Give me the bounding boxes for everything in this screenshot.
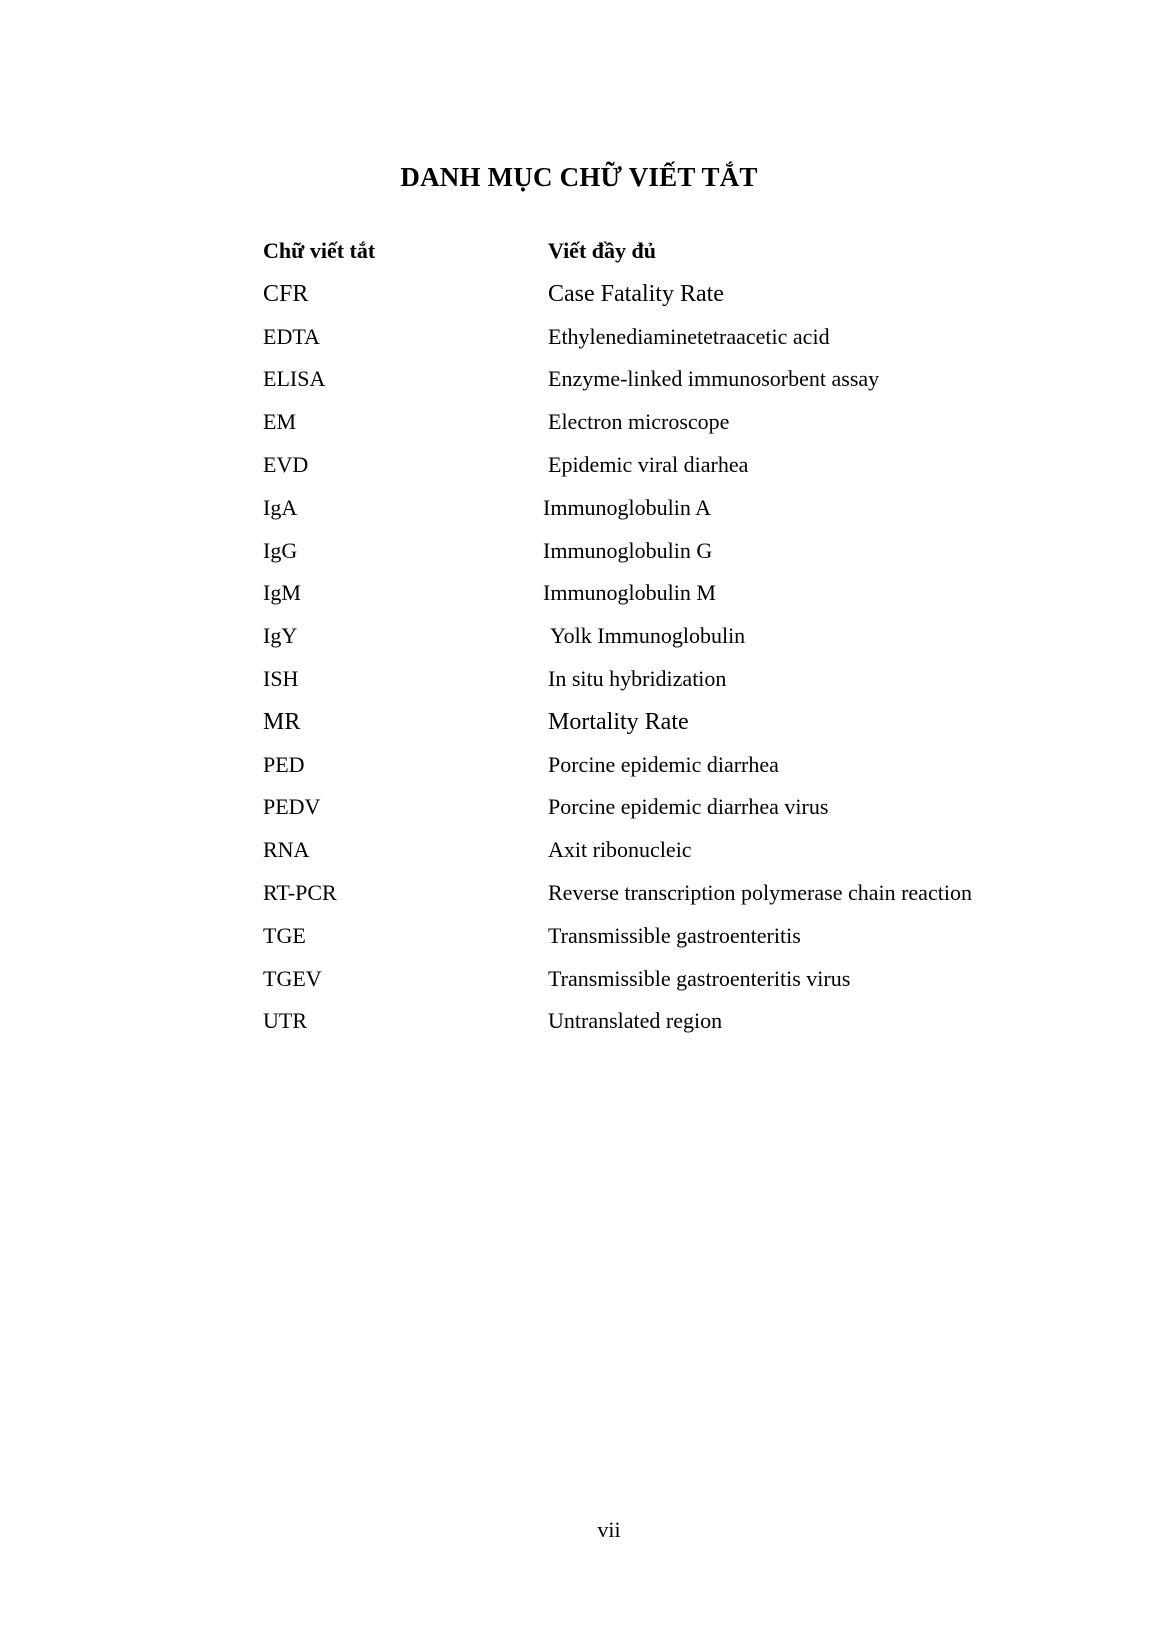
page-number: vii [597,1517,621,1542]
table-row [263,958,1043,1001]
table-row [263,487,1043,530]
table-row [263,273,1043,316]
full-form: Untranslated region [548,1008,723,1034]
full-form: Axit ribonucleic [548,837,692,863]
table-row [263,872,1043,915]
abbreviation: PEDV [263,794,321,820]
full-form: Transmissible gastroenteritis [548,922,801,948]
full-form-column-header: Viết đầy đủ [548,238,656,263]
abbreviation: TGE [263,922,306,948]
abbreviation: PED [263,751,305,777]
table-row [263,401,1043,444]
abbreviation: ISH [263,665,299,691]
full-form: Yolk Immunoglobulin [550,623,746,649]
full-form: Porcine epidemic diarrhea virus [548,794,829,820]
table-row [263,658,1043,701]
full-form: Epidemic viral diarhea [548,451,749,477]
full-form: Electron microscope [548,409,730,435]
full-form: Reverse transcription polymerase chain reaction [548,879,972,905]
full-form: Ethylenediaminetetraacetic acid [548,323,830,349]
abbreviation: IgG [263,537,298,563]
abbreviation-table [263,230,1043,1043]
abbreviation: EDTA [263,323,320,349]
abbreviation: MR [263,708,301,735]
abbreviation-column-header: Chữ viết tắt [263,238,376,263]
full-form: Enzyme-linked immunosorbent assay [548,366,880,392]
table-row [263,444,1043,487]
full-form: Immunoglobulin M [543,580,716,606]
full-form: Mortality Rate [548,708,689,735]
table-row [263,572,1043,615]
full-form: Case Fatality Rate [548,280,724,307]
full-form: Immunoglobulin A [543,494,712,520]
full-form: Immunoglobulin G [543,537,713,563]
table-row [263,530,1043,573]
full-form: In situ hybridization [548,665,727,691]
table-row [263,829,1043,872]
table-row [263,701,1043,744]
abbreviation: UTR [263,1008,307,1034]
abbreviation: ELISA [263,366,326,392]
abbreviation: IgA [263,494,298,520]
full-form: Transmissible gastroenteritis virus [548,965,851,991]
abbreviation: IgM [263,580,301,606]
table-row [263,915,1043,958]
page-title: DANH MỤC CHỮ VIẾT TẮT [400,162,758,192]
table-row [263,786,1043,829]
table-row [263,615,1043,658]
abbreviation: CFR [263,280,309,307]
table-header [263,230,1043,273]
abbreviation: EVD [263,451,309,477]
full-form: Porcine epidemic diarrhea [548,751,779,777]
table-row [263,358,1043,401]
abbreviation: IgY [263,623,298,649]
abbreviation: EM [263,409,296,435]
table-row [263,744,1043,787]
abbreviation: RNA [263,837,310,863]
table-row [263,316,1043,359]
abbreviation: RT-PCR [263,879,337,905]
abbreviation: TGEV [263,965,322,991]
table-row [263,1000,1043,1043]
